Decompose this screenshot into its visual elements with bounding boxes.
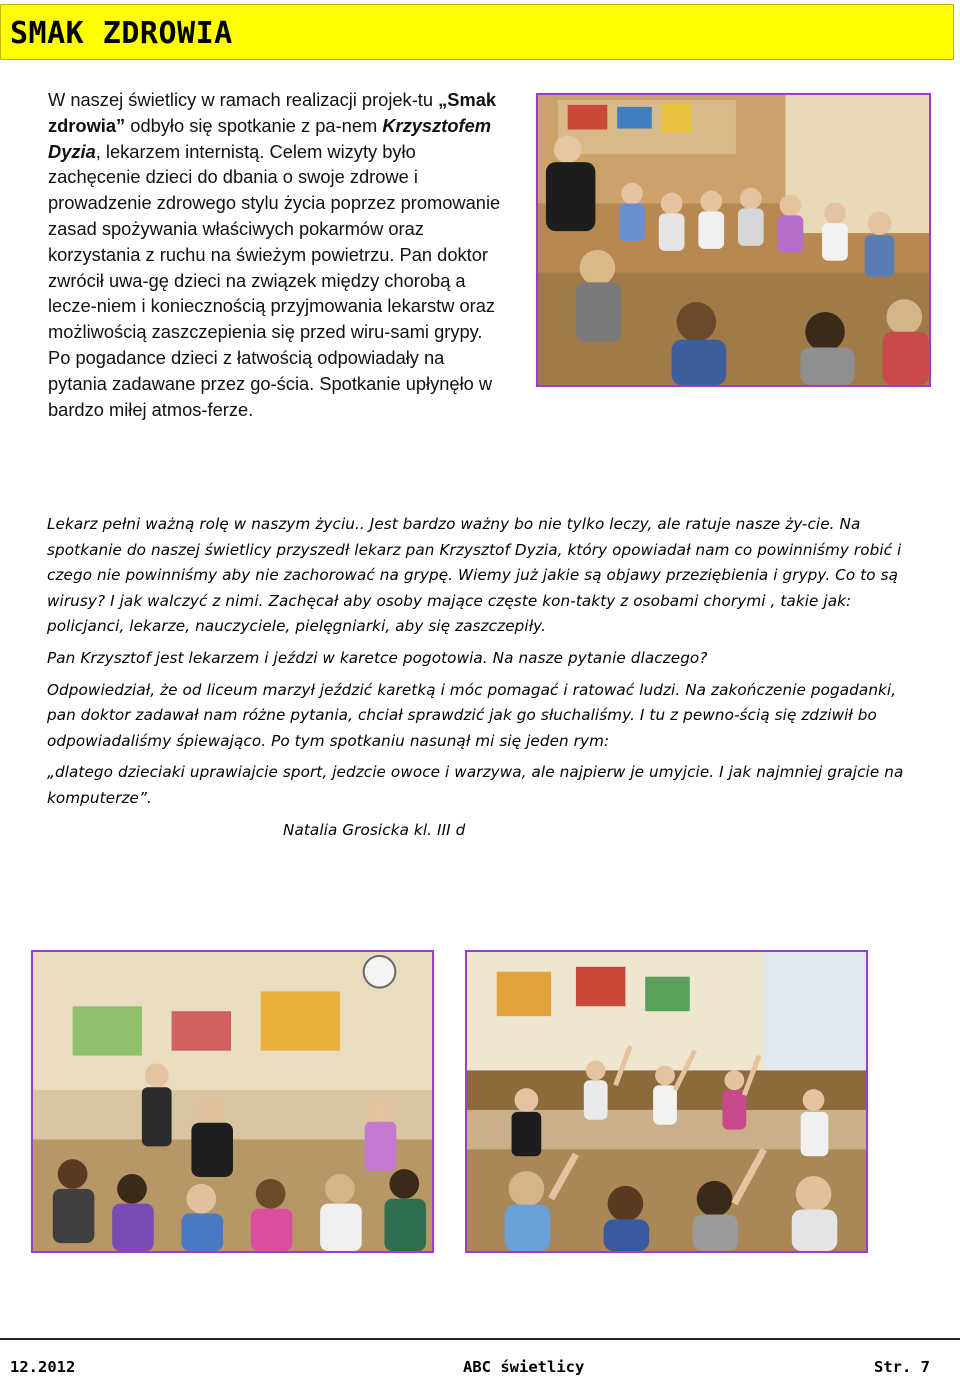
intro-text-3: , lekarzem internistą. Celem wizyty było zachęcenie dzieci do dbania o swoje zdrowe i prowadzenie zdrowego stylu życia poprzez promowanie zasad spożywania właściwych pokarmów oraz korzystania z ruchu na świeżym powietrzu. Pan doktor zwrócił uwa-gę dzieci na związek między chorobą a lecze-niem i koniecznością przyjmowania lekarstw oraz możliwością zaszczepienia się przed wiru-sami grypy. Po pogadance dzieci z łatwością odpowiadały na pytania zadawane przez go-ścia. Spotkanie upłynęło w bardzo miłej atmos-ferze. (48, 140, 501, 420)
doctor-name: Krzysztofem Dyzia (48, 114, 492, 162)
photo-children-raising-hands (465, 950, 868, 1253)
title-bar (0, 4, 954, 60)
photo-classroom-group (31, 950, 434, 1253)
footer-date: 12.2012 (10, 1358, 76, 1376)
page-title: SMAK ZDROWIA (10, 16, 233, 51)
article-signature: Natalia Grosicka kl. III d (283, 820, 466, 839)
article-body (47, 512, 907, 843)
intro-paragraph (48, 87, 508, 422)
footer-page-number: Str. 7 (874, 1358, 930, 1376)
article-paragraph-1: Lekarz pełni ważną rolę w naszym życiu.. Jest bardzo ważny bo nie tylko leczy, ale ratuje nasze ży-cie. Na spotkanie do naszej świetlicy przyszedł lekarz pan Krzysztof Dyzia, który opowiadał nam co powinniśmy robić i czego nie powinniśmy aby nie zachorować na grypę. Wiemy już jakie są objawy przeziębienia i grypy. Co to są wirusy? I jak walczyć z nimi. Zachęcał aby osoby mające częste kon-takty z osobami chorymi , takie jak: policjanci, lekarze, nauczyciele, pielęgniarki, aby się zaszczepiły. (47, 515, 902, 636)
intro-text-1: W naszej świetlicy w ramach realizacji projek-tu (48, 89, 439, 110)
intro-text-2: odbyło się spotkanie z pa-nem (125, 114, 383, 136)
project-name: „Smak zdrowia” (48, 89, 497, 136)
article-paragraph-3: Odpowiedział, że od liceum marzył jeździć karetką i móc pomagać i ratować ludzi. Na zakończenie pogadanki, pan doktor zadawał nam różne pytania, chciał sprawdzić jak go słuchaliśmy. I tu z pewno-ścią się zdziwił bo odpowiadaliśmy śpiewająco. Po tym spotkaniu nasunął mi się jeden rym: (47, 680, 897, 750)
photo-doctor-with-children (536, 93, 931, 387)
footer-divider (0, 1338, 960, 1340)
article-rhyme: „dlatego dzieciaki uprawiajcie sport, jedzcie owoce i warzywa, ale najpierw je umyjcie. I jak najmniej grajcie na komputerze”. (47, 763, 904, 807)
article-paragraph-2: Pan Krzysztof jest lekarzem i jeździ w karetce pogotowia. Na nasze pytanie dlaczego? (47, 648, 708, 667)
footer-publication: ABC świetlicy (463, 1358, 585, 1376)
